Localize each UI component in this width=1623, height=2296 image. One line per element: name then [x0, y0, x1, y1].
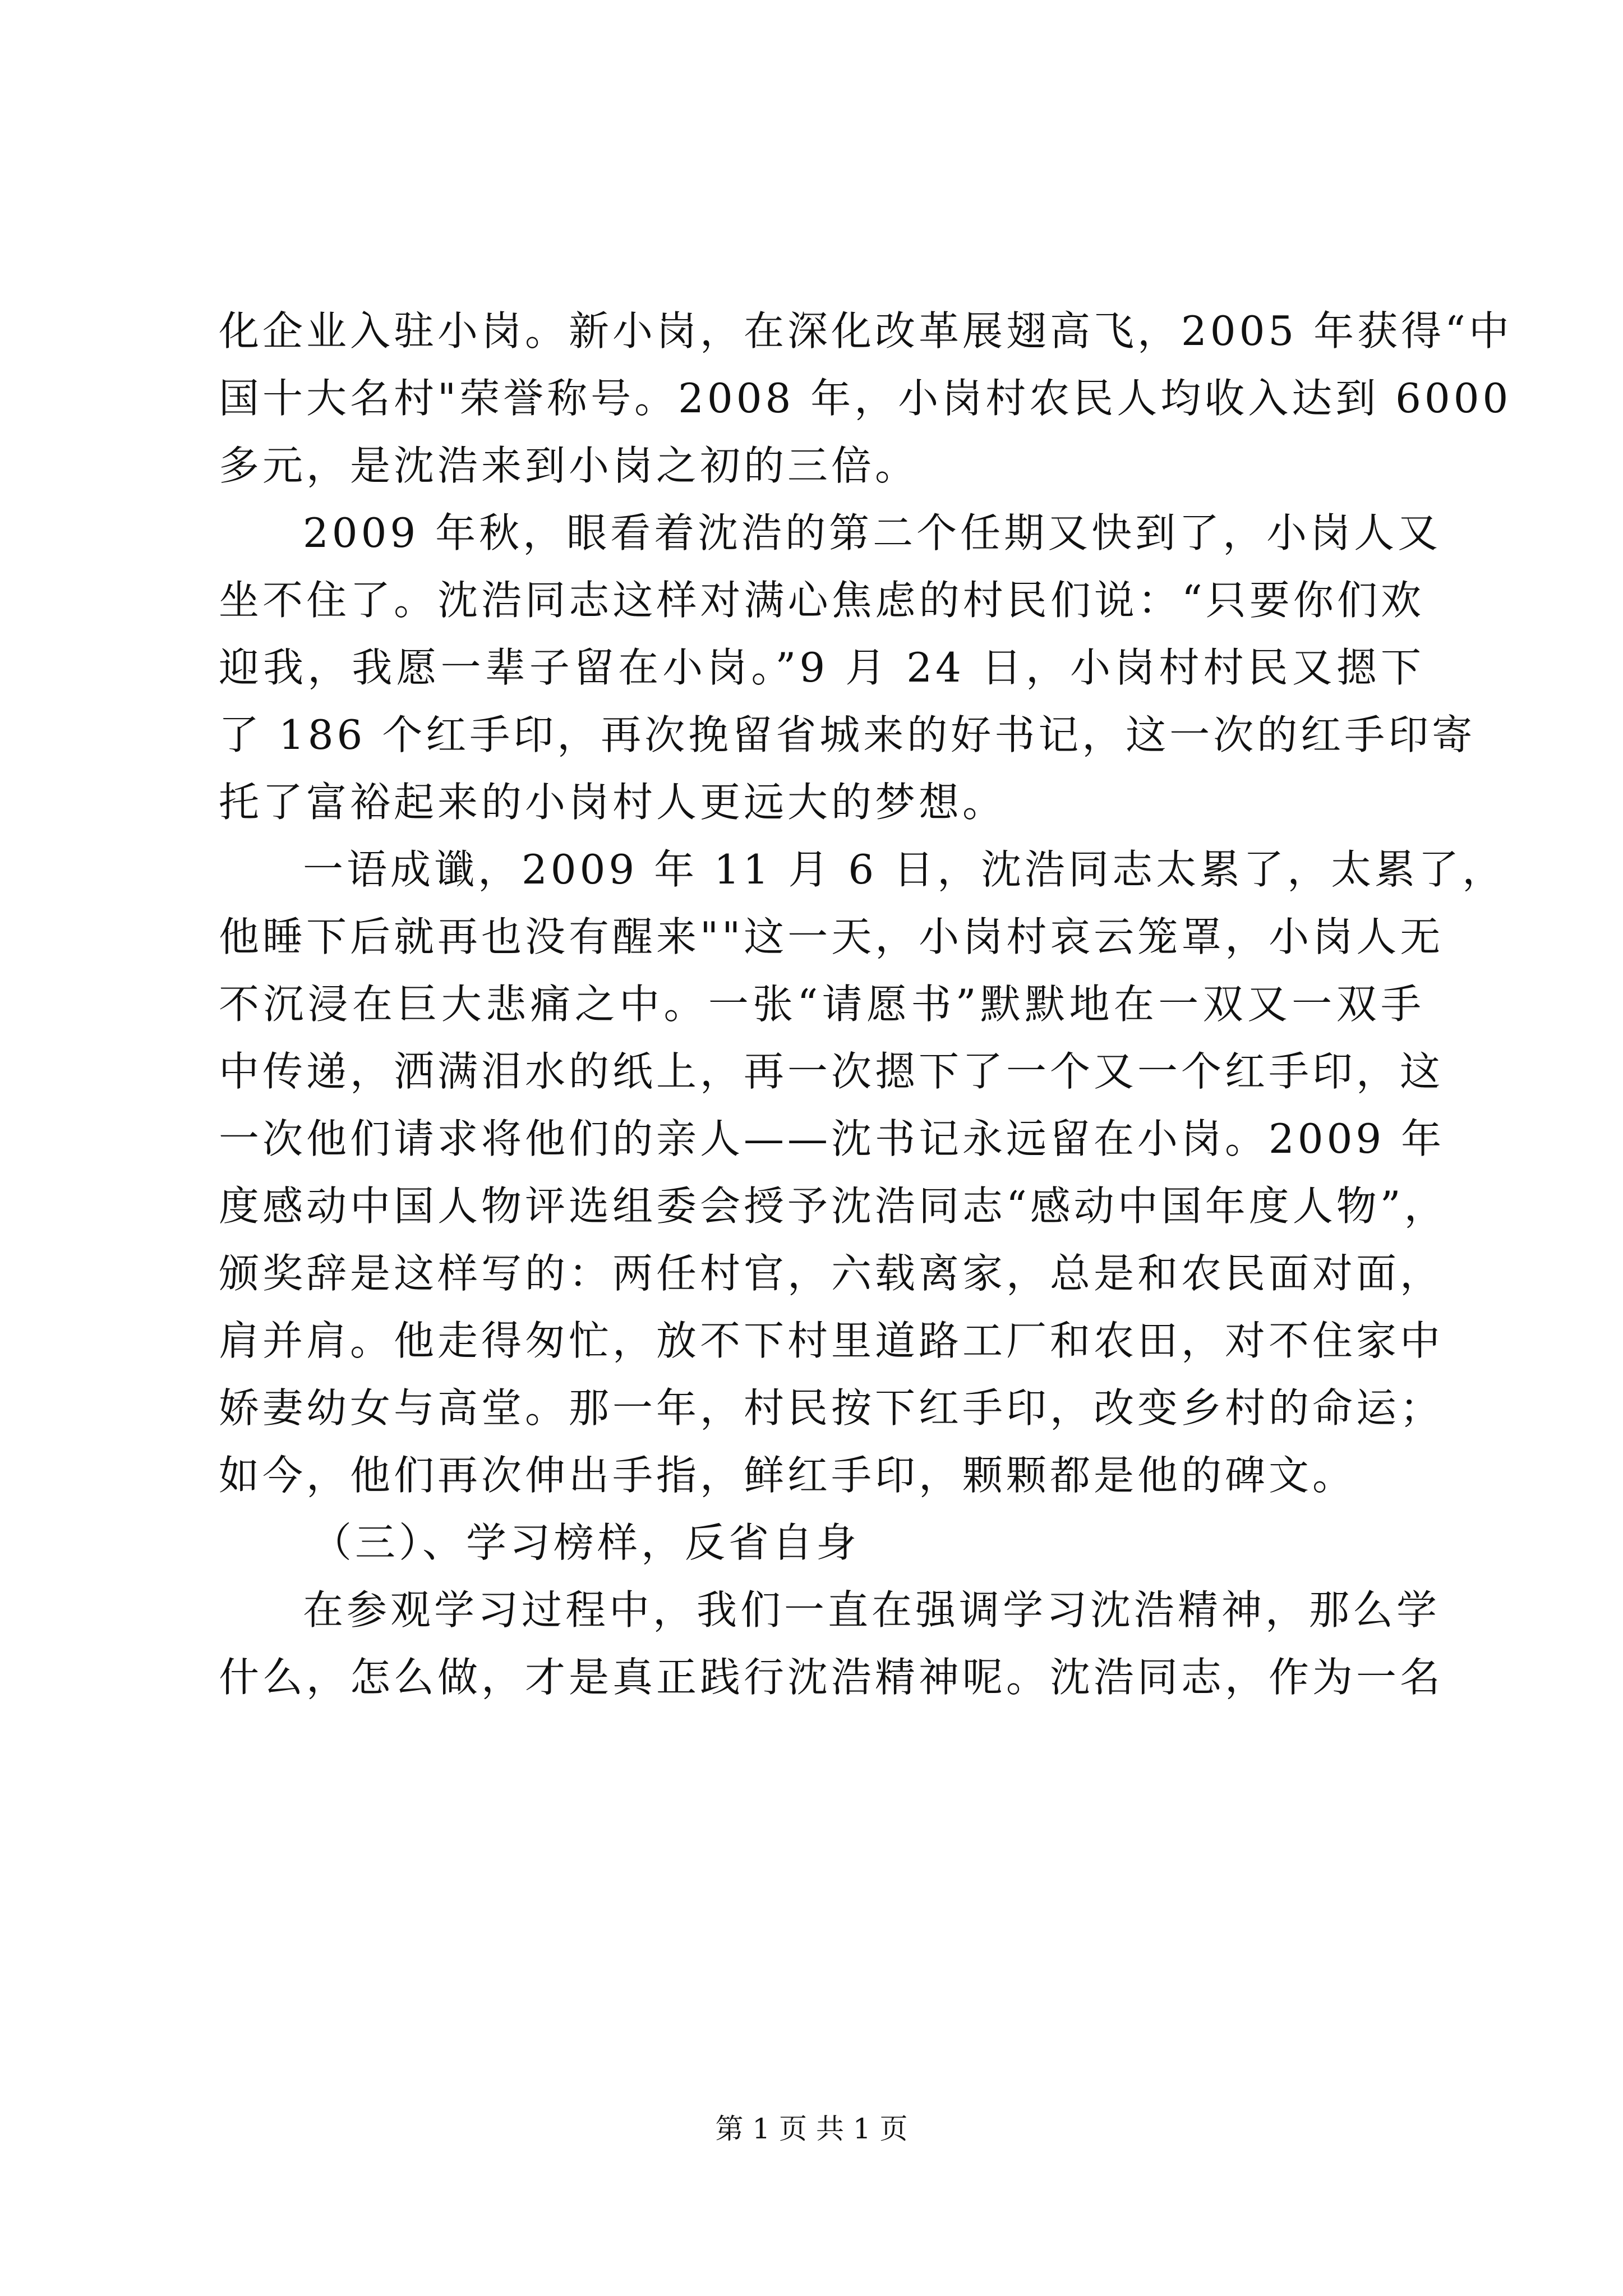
paragraph-first-line: 2009 年秋，眼看着沈浩的第二个任期又快到了，小岗人又: [303, 509, 1442, 556]
paragraph-first-line: 在参观学习过程中，我们一直在强调学习沈浩精神，那么学: [303, 1586, 1441, 1634]
text-line: 托了富裕起来的小岗村人更远大的梦想。: [219, 779, 1007, 826]
text-line: 坐不住了。沈浩同志这样对满心焦虑的村民们说：“只要你们欢: [219, 577, 1424, 624]
text-line: 一次他们请求将他们的亲人——沈书记永远留在小岗。2009 年: [219, 1115, 1445, 1162]
text-line: 不沉浸在巨大悲痛之中。一张“请愿书”默默地在一双又一双手: [219, 981, 1424, 1028]
text-line: 多元，是沈浩来到小岗之初的三倍。: [219, 442, 919, 489]
text-line: 度感动中国人物评选组委会授予沈浩同志“感动中国年度人物”，: [219, 1182, 1448, 1230]
section-heading: （三）、学习榜样，反省自身: [311, 1519, 860, 1566]
text-line: 颁奖辞是这样写的：两任村官，六载离家，总是和农民面对面，: [219, 1250, 1444, 1297]
paragraph-first-line: 一语成谶，2009 年 11 月 6 日，沈浩同志太累了，太累了，: [303, 846, 1506, 893]
text-line: 迎我，我愿一辈子留在小岗。”9 月 24 日，小岗村村民又摁下: [219, 644, 1424, 691]
text-line: 了 186 个红手印，再次挽留省城来的好书记，这一次的红手印寄: [219, 711, 1476, 758]
text-line: 国十大名村"荣誉称号。2008 年，小岗村农民人均收入达到 6000: [219, 375, 1512, 422]
text-line: 什么，怎么做，才是真正践行沈浩精神呢。沈浩同志，作为一名: [219, 1654, 1444, 1701]
text-line: 肩并肩。他走得匆忙，放不下村里道路工厂和农田，对不住家中: [219, 1317, 1444, 1364]
document-body: [219, 297, 1513, 1711]
page-footer: 第 1 页 共 1 页: [715, 2113, 908, 2145]
text-line: 他睡下后就再也没有醒来""这一天，小岗村哀云笼罩，小岗人无: [219, 913, 1444, 960]
text-line: 娇妻幼女与高堂。那一年，村民按下红手印，改变乡村的命运；: [219, 1384, 1444, 1432]
text-line: 如今，他们再次伸出手指，鲜红手印，颗颗都是他的碑文。: [219, 1452, 1357, 1499]
text-line: 化企业入驻小岗。新小岗，在深化改革展翅高飞，2005 年获得“中: [219, 307, 1513, 355]
text-line: 中传递，洒满泪水的纸上，再一次摁下了一个又一个红手印，这: [219, 1048, 1444, 1095]
